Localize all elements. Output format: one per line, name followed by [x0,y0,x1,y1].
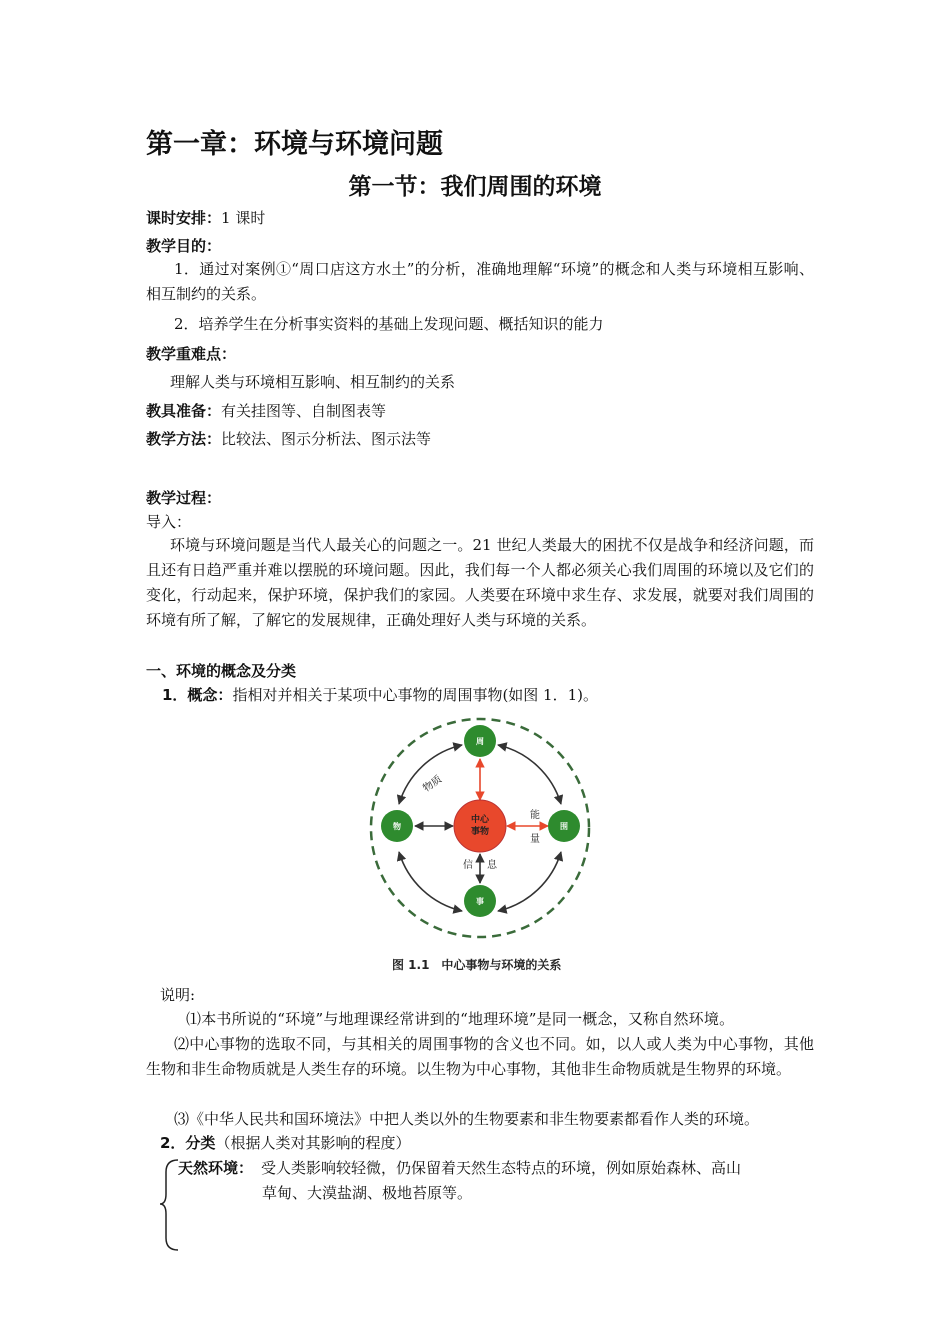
objectives-label: 教学目的： [146,237,222,255]
bottom-label-2: 息 [487,860,497,871]
tools-label: 教具准备： [146,402,222,420]
arc-top-right [498,745,561,804]
objective-item-2: 2．培养学生在分析事实资料的基础上发现问题、概括知识的能力 [174,315,604,333]
note-2: ⑵中心事物的选取不同，与其相关的周围事物的含义也不同。如，以人或人类为中心事物，其他生物和非生命物质就是人类生存的环境。以生物为中心事物，其他非生命物质就是生物界的环境。 [146,1035,814,1078]
concept-text: 指相对并相关于某项中心事物的周围事物(如图 1．1)。 [232,686,598,704]
center-node-label-2: 事物 [470,827,490,837]
natural-env-label: 天然环境： [178,1159,254,1177]
intro-paragraph: 环境与环境问题是当代人最关心的问题之一。21 世纪人类最大的困扰不仅是战争和经济问题，而且还有日趋严重并难以摆脱的环境问题。因此，我们每一个人都必须关心我们周围的环境以及它们的变化，行动起来，保护环境，保护我们的家园。人类要在环境中求生存、求发展，就要对我们周围的环境有所了解，了解它的发展规律，正确处理好人类与环境的关系。 [146,536,814,629]
figure-center-environment [360,712,600,944]
classification-row [160,1132,410,1153]
methods-row [146,428,431,449]
process-label: 教学过程： [146,489,222,507]
brace-path [160,1160,178,1250]
arc-bottom-right [498,852,561,911]
arc-label-matter: 物质 [421,773,445,795]
note-1: ⑴本书所说的“环境”与地理课经常讲到的“地理环境”是同一概念，又称自然环境。 [186,1010,735,1028]
tools-row [146,400,386,421]
right-label-2: 量 [530,834,540,845]
key-points-label: 教学重难点： [146,345,237,363]
figure-caption: 图 1.1 中心事物与环境的关系 [392,958,562,972]
bottom-label-1: 信 [463,860,473,871]
notes-label: 说明: [160,986,196,1004]
key-points-value: 理解人类与环境相互影响、相互制约的关系 [170,373,456,391]
natural-env-line-1: 受人类影响较轻微，仍保留着天然生态特点的环境，例如原始森林、高山 [261,1159,742,1177]
part1-heading: 一、环境的概念及分类 [146,662,297,680]
natural-env-line-2: 草甸、大漠盐湖、极地苔原等。 [262,1184,473,1202]
node-right-label: 围 [560,822,568,831]
node-left-label: 物 [393,822,401,831]
tools-value: 有关挂图等、自制图表等 [221,402,387,420]
intro-label: 导入： [146,513,192,531]
center-node [454,800,506,852]
arc-bottom-left [399,852,462,911]
concept-label: 1．概念： [162,686,233,704]
natural-env-row [178,1157,741,1178]
node-top-label: 周 [476,737,484,746]
concept-row [162,684,598,705]
center-node-label-1: 中心 [470,815,490,825]
right-label-1: 能 [530,810,540,821]
classification-label: 2．分类 [160,1134,216,1152]
schedule-value: 1 课时 [221,209,266,227]
node-bottom-label: 事 [476,897,484,906]
schedule-label: 课时安排： [146,209,222,227]
chapter-title: 第一章：环境与环境问题 [146,129,443,160]
schedule-row [146,207,265,228]
classification-basis: （根据人类对其影响的程度） [215,1134,411,1152]
objective-item-1: 1．通过对案例①“周口店这方水土”的分析，准确地理解“环境”的概念和人类与环境相互影响、相互制约的关系。 [146,260,814,303]
section-title: 第一节：我们周围的环境 [348,174,602,200]
methods-value: 比较法、图示分析法、图示法等 [221,430,432,448]
note-3: ⑶《中华人民共和国环境法》中把人类以外的生物要素和非生物要素都看作人类的环境。 [174,1110,760,1128]
arc-top-left [399,745,462,804]
methods-label: 教学方法： [146,430,222,448]
